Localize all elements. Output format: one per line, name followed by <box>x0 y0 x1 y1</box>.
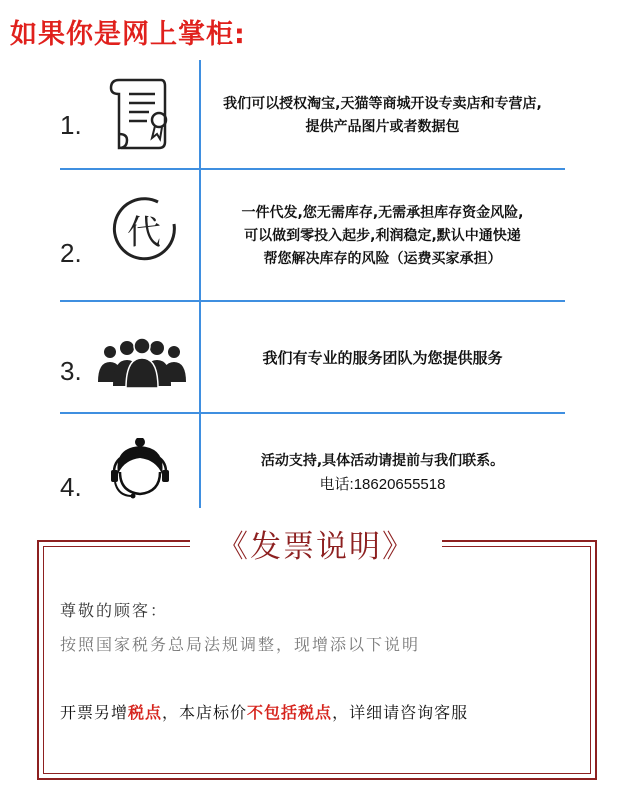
page-heading: 如果你是网上掌柜: <box>10 19 246 50</box>
row-number: 1. <box>60 110 82 140</box>
row-number: 2. <box>60 238 82 268</box>
dai-character-icon <box>106 194 182 274</box>
tax-highlight: 税点 <box>128 703 163 722</box>
certificate-scroll-icon <box>105 74 177 156</box>
invoice-title: 《发票说明》 <box>190 521 442 561</box>
invoice-intro: 按照国家税务总局法规调整，现增添以下说明 <box>60 635 421 654</box>
service-row-support <box>60 414 565 526</box>
service-row-team <box>60 302 565 414</box>
row-description: 我们可以授权淘宝,天猫等商城开设专卖店和专营店, 提供产品图片或者数据包 <box>223 96 542 135</box>
tax-excluded-highlight: 不包括税点 <box>247 703 333 722</box>
svg-text:代: 代 <box>127 213 161 253</box>
row-number: 3. <box>60 356 82 386</box>
row-number: 4. <box>60 472 82 502</box>
row-description: 一件代发,您无需库存,无需承担库存资金风险, 可以做到零投入起步,利润稳定,默认中通快递 帮您解决库存的风险（运费买家承担） <box>241 205 524 267</box>
invoice-frame <box>37 540 597 780</box>
invoice-greeting: 尊敬的顾客： <box>60 601 169 620</box>
invoice-frame-inner <box>43 546 591 774</box>
team-people-icon <box>96 338 188 392</box>
row-description: 我们有专业的服务团队为您提供服务 <box>262 349 503 367</box>
row-description: 活动支持,具体活动请提前与我们联系。 电话:18620655518 <box>260 453 505 493</box>
service-row-dropshipping <box>60 170 565 282</box>
invoice-notice: 开票另增税点，本店标价不包括税点，详细请咨询客服 <box>60 703 469 722</box>
service-row-authorization <box>60 60 565 172</box>
customer-service-headset-icon <box>110 438 170 506</box>
